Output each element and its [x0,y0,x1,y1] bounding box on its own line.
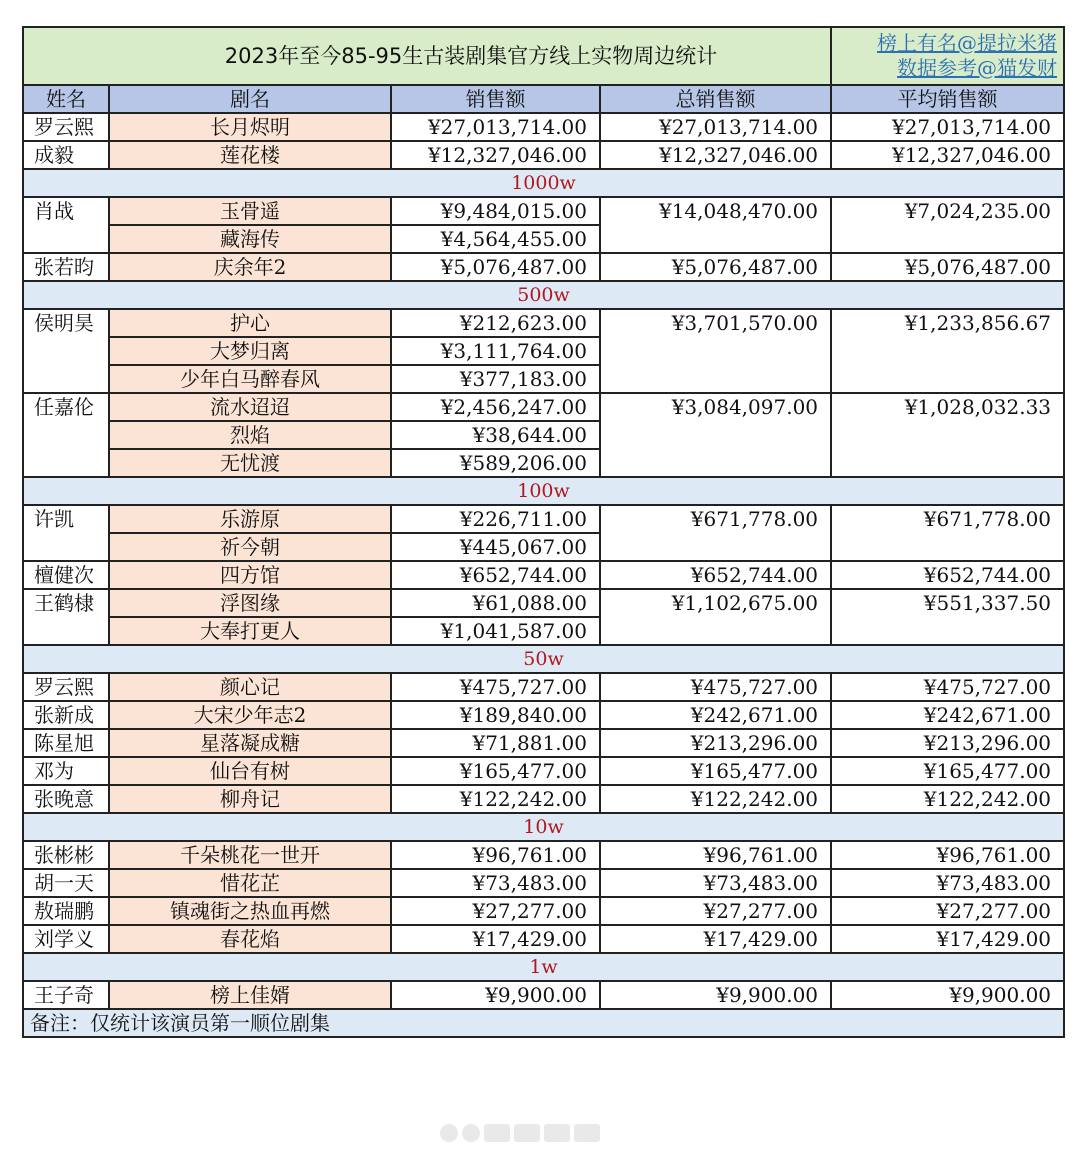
drama-title: 春花焰 [109,925,391,953]
sales-value: ¥122,242.00 [391,785,600,813]
sales-value: ¥445,067.00 [391,533,600,561]
table-row [23,141,1064,169]
actor-name: 王子奇 [23,981,109,1009]
sales-value: ¥9,900.00 [391,981,600,1009]
actor-name: 张若昀 [23,253,109,281]
header-name: 姓名 [23,85,109,113]
sales-value: ¥165,477.00 [391,757,600,785]
drama-title: 烈焰 [109,421,391,449]
table-row [23,505,1064,533]
drama-title: 仙台有树 [109,757,391,785]
sales-value: ¥475,727.00 [391,673,600,701]
credit-link-ranking[interactable]: 榜上有名@提拉米猪 [877,31,1058,55]
sales-value: ¥12,327,046.00 [391,141,600,169]
table-row [23,701,1064,729]
drama-title: 四方馆 [109,561,391,589]
header-row [23,85,1064,113]
average-value: ¥5,076,487.00 [831,253,1064,281]
actor-name: 侯明昊 [23,309,109,393]
table-row [23,113,1064,141]
table-row [23,925,1064,953]
sales-value: ¥5,076,487.00 [391,253,600,281]
average-value: ¥1,028,032.33 [831,393,1064,477]
tier-label: 1w [23,953,1064,981]
total-value: ¥3,701,570.00 [600,309,831,393]
total-value: ¥96,761.00 [600,841,831,869]
header-total: 总销售额 [600,85,831,113]
drama-title: 少年白马醉春风 [109,365,391,393]
drama-title: 星落凝成糖 [109,729,391,757]
sales-value: ¥9,484,015.00 [391,197,600,225]
note-row [23,1009,1064,1037]
drama-title: 长月烬明 [109,113,391,141]
actor-name: 许凯 [23,505,109,561]
sales-value: ¥3,111,764.00 [391,337,600,365]
sales-value: ¥1,041,587.00 [391,617,600,645]
actor-name: 成毅 [23,141,109,169]
average-value: ¥73,483.00 [831,869,1064,897]
total-value: ¥27,277.00 [600,897,831,925]
average-value: ¥27,013,714.00 [831,113,1064,141]
actor-name: 罗云熙 [23,113,109,141]
tier-row [23,645,1064,673]
actor-name: 檀健次 [23,561,109,589]
table-row [23,393,1064,421]
table-row [23,869,1064,897]
average-value: ¥27,277.00 [831,897,1064,925]
watermark-bar-icon [484,1124,510,1142]
average-value: ¥12,327,046.00 [831,141,1064,169]
total-value: ¥73,483.00 [600,869,831,897]
average-value: ¥551,337.50 [831,589,1064,645]
average-value: ¥475,727.00 [831,673,1064,701]
actor-name: 王鹤棣 [23,589,109,645]
tier-label: 10w [23,813,1064,841]
sales-value: ¥38,644.00 [391,421,600,449]
total-value: ¥17,429.00 [600,925,831,953]
drama-title: 无忧渡 [109,449,391,477]
table-row [23,309,1064,337]
sales-value: ¥61,088.00 [391,589,600,617]
average-value: ¥213,296.00 [831,729,1064,757]
actor-name: 张新成 [23,701,109,729]
drama-title: 惜花芷 [109,869,391,897]
watermark-dot-icon [462,1124,480,1142]
table-row [23,589,1064,617]
drama-title: 祈今朝 [109,533,391,561]
watermark-bar-icon [514,1124,540,1142]
table-row [23,785,1064,813]
drama-title: 护心 [109,309,391,337]
total-value: ¥475,727.00 [600,673,831,701]
credit-link-source[interactable]: 数据参考@猫发财 [897,56,1058,80]
total-value: ¥1,102,675.00 [600,589,831,645]
total-value: ¥213,296.00 [600,729,831,757]
drama-title: 流水迢迢 [109,393,391,421]
tier-row [23,953,1064,981]
drama-title: 千朵桃花一世开 [109,841,391,869]
actor-name: 邓为 [23,757,109,785]
table-row [23,561,1064,589]
drama-title: 大宋少年志2 [109,701,391,729]
sales-value: ¥73,483.00 [391,869,600,897]
actor-name: 刘学义 [23,925,109,953]
header-drama: 剧名 [109,85,391,113]
actor-name: 罗云熙 [23,673,109,701]
watermark-bar-icon [544,1124,570,1142]
actor-name: 肖战 [23,197,109,253]
table-row [23,897,1064,925]
drama-title: 镇魂街之热血再燃 [109,897,391,925]
sales-value: ¥589,206.00 [391,449,600,477]
table-row [23,981,1064,1009]
average-value: ¥1,233,856.67 [831,309,1064,393]
table-row [23,197,1064,225]
average-value: ¥9,900.00 [831,981,1064,1009]
sales-value: ¥2,456,247.00 [391,393,600,421]
table-row [23,841,1064,869]
actor-name: 张晚意 [23,785,109,813]
drama-title: 柳舟记 [109,785,391,813]
drama-title: 乐游原 [109,505,391,533]
tier-label: 1000w [23,169,1064,197]
total-value: ¥652,744.00 [600,561,831,589]
tier-row [23,813,1064,841]
tier-row [23,169,1064,197]
total-value: ¥27,013,714.00 [600,113,831,141]
actor-name: 陈星旭 [23,729,109,757]
tier-row [23,281,1064,309]
header-average: 平均销售额 [831,85,1064,113]
watermark-placeholder [440,1124,650,1146]
drama-title: 榜上佳婿 [109,981,391,1009]
total-value: ¥9,900.00 [600,981,831,1009]
total-value: ¥671,778.00 [600,505,831,561]
watermark-bar-icon [574,1124,600,1142]
average-value: ¥242,671.00 [831,701,1064,729]
average-value: ¥17,429.00 [831,925,1064,953]
tier-row [23,477,1064,505]
sales-value: ¥377,183.00 [391,365,600,393]
average-value: ¥671,778.00 [831,505,1064,561]
sales-value: ¥212,623.00 [391,309,600,337]
sales-table [22,26,1065,1038]
actor-name: 敖瑞鹏 [23,897,109,925]
total-value: ¥12,327,046.00 [600,141,831,169]
table-row [23,673,1064,701]
tier-label: 100w [23,477,1064,505]
actor-name: 张彬彬 [23,841,109,869]
total-value: ¥14,048,470.00 [600,197,831,253]
drama-title: 玉骨遥 [109,197,391,225]
total-value: ¥122,242.00 [600,785,831,813]
title-row [23,27,1064,85]
sales-value: ¥4,564,455.00 [391,225,600,253]
sales-value: ¥189,840.00 [391,701,600,729]
credits [831,27,1064,85]
drama-title: 大梦归离 [109,337,391,365]
sales-value: ¥27,277.00 [391,897,600,925]
table-row [23,729,1064,757]
sales-value: ¥652,744.00 [391,561,600,589]
sales-value: ¥71,881.00 [391,729,600,757]
total-value: ¥165,477.00 [600,757,831,785]
drama-title: 颜心记 [109,673,391,701]
drama-title: 莲花楼 [109,141,391,169]
footnote: 备注：仅统计该演员第一顺位剧集 [23,1009,1064,1037]
tier-label: 50w [23,645,1064,673]
actor-name: 胡一天 [23,869,109,897]
total-value: ¥3,084,097.00 [600,393,831,477]
sales-value: ¥27,013,714.00 [391,113,600,141]
average-value: ¥122,242.00 [831,785,1064,813]
page-title: 2023年至今85-95生古装剧集官方线上实物周边统计 [23,27,831,85]
total-value: ¥242,671.00 [600,701,831,729]
table-row [23,253,1064,281]
sales-value: ¥226,711.00 [391,505,600,533]
sales-value: ¥96,761.00 [391,841,600,869]
header-sales: 销售额 [391,85,600,113]
sales-table-sheet [22,26,1063,1038]
actor-name: 任嘉伦 [23,393,109,477]
drama-title: 庆余年2 [109,253,391,281]
watermark-dot-icon [440,1124,458,1142]
sales-value: ¥17,429.00 [391,925,600,953]
drama-title: 藏海传 [109,225,391,253]
average-value: ¥165,477.00 [831,757,1064,785]
table-row [23,757,1064,785]
drama-title: 浮图缘 [109,589,391,617]
average-value: ¥652,744.00 [831,561,1064,589]
tier-label: 500w [23,281,1064,309]
average-value: ¥96,761.00 [831,841,1064,869]
drama-title: 大奉打更人 [109,617,391,645]
average-value: ¥7,024,235.00 [831,197,1064,253]
total-value: ¥5,076,487.00 [600,253,831,281]
